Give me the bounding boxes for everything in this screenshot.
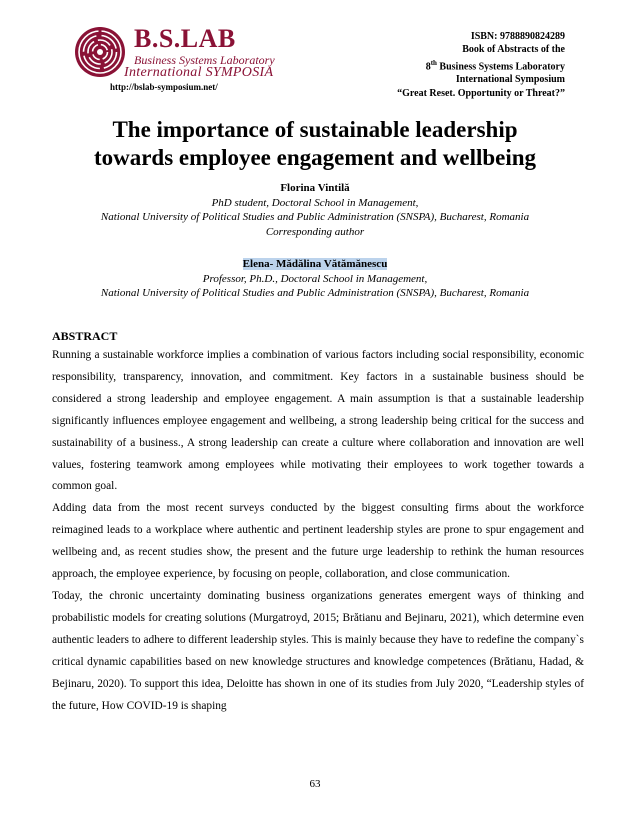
author-affiliation: National University of Political Studies and Public Administration (SNSPA), Bucharest, Romania (100, 287, 530, 299)
author-role: PhD student, Doctoral School in Management, (211, 196, 419, 209)
brand-symposia: International SYMPOSIA (124, 65, 274, 80)
abstract-body (52, 345, 584, 717)
title-line-2: towards employee engagement and wellbeing (93, 145, 537, 170)
symposium-number: 8 (425, 60, 431, 72)
abstract-paragraph-1: Running a sustainable workforce implies a combination of various factors including social responsibility, economic responsibility, transparency, innovation, and commitment. Key factors in a sustainable business should be considered a strong leadership and employee engagement. A main assumption is that a sustainable leadership significantly influences employee engagement and wellbeing, a strong leadership being critical for the success and sustainability of a business., A strong leadership can create a culture where collaboration and innovation are well values, fostering teamwork among employees while motivating their employees to work together towards a common goal. (52, 349, 584, 493)
symposium-rest: Business Systems Laboratory (436, 60, 565, 72)
abstract-paragraph-2: Adding data from the most recent surveys conducted by the biggest consulting firms about the workforce reimagined leads to a workplace where authentic and pertinent leadership styles are prone to spur engagement and wellbeing and, as recent studies show, the present and the future urge leadership to rethink the human resources approach, the employee experience, by focusing on people, collaboration, and close communication. (52, 502, 584, 581)
author-affiliation: National University of Political Studies and Public Administration (SNSPA), Bucharest, Romania (100, 211, 530, 223)
symposium-url[interactable]: http://bslab-symposium.net/ (110, 82, 218, 92)
isbn: ISBN: 9788890824289 (470, 31, 565, 42)
labyrinth-logo-icon (74, 26, 126, 78)
abstract-heading: ABSTRACT (52, 329, 118, 343)
symposium-theme: “Great Reset. Opportunity or Threat?” (397, 87, 565, 99)
author-block-2 (0, 257, 630, 301)
author-name-highlighted: Elena- Mădălina Vătămănescu (242, 258, 388, 270)
brand-subtitle: Business Systems Laboratory (134, 53, 275, 67)
brand-name: B.S.LAB (134, 24, 236, 53)
book-line: Book of Abstracts of the (462, 44, 565, 56)
abstract-paragraph-3: Today, the chronic uncertainty dominating business organizations generates emergent ways of thinking and probabilistic models for creating solutions (Murgatroyd, 2015; Brătianu and Bejinaru, 2021), which determine even authentic leaders to adhere to different leadership styles. This is mainly because they have to redefine the company`s critical dynamic capabilities based on new knowledge structures and knowledge competences (Brătianu, Hadad, & Bejinaru, 2020). To support this idea, Deloitte has shown in one of its studies from July 2020, “Leadership styles of the future, How COVID-19 is shaping (52, 589, 584, 712)
international-line: International Symposium (455, 74, 565, 86)
corresponding-note: Corresponding author (265, 225, 365, 238)
ordinal-suffix: th (430, 58, 437, 67)
author-role: Professor, Ph.D., Doctoral School in Management, (202, 272, 428, 285)
symposium-line (397, 57, 565, 74)
bslab-logo (74, 26, 314, 96)
page-number: 63 (309, 778, 321, 790)
title-line-1: The importance of sustainable leadership (112, 117, 518, 142)
paper-title (0, 116, 630, 172)
author-name: Florina Vintilă (280, 182, 350, 194)
book-metadata (397, 30, 565, 100)
author-block-1 (0, 181, 630, 239)
